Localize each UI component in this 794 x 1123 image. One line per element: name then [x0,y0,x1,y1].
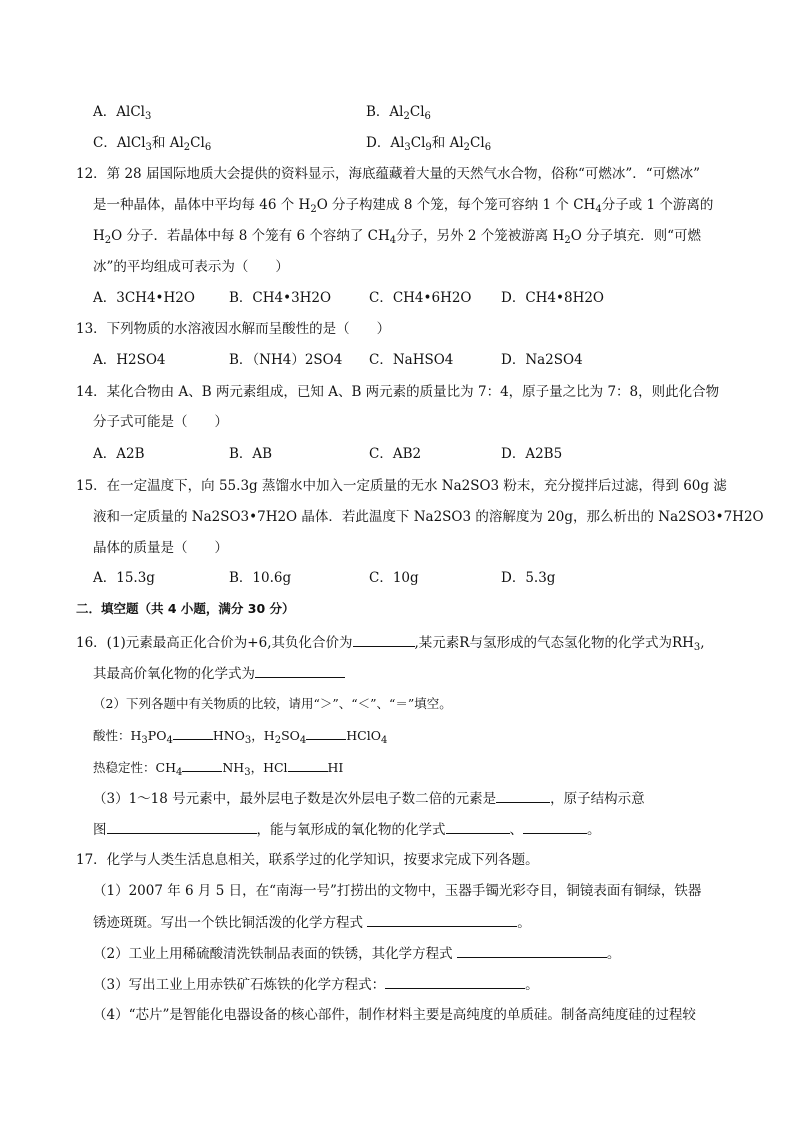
q12-option-a: A．3CH4•H2O [93,290,195,306]
q16-line3: （2）下列各题中有关物质的比较，请用“＞”、“＜”、“＝”填空。 [93,696,452,711]
answer-blank[interactable] [182,757,222,772]
q14-stem-line2: 分子式可能是（ ） [93,414,228,430]
q15-stem-line2: 液和一定质量的 Na2SO3•7H2O 晶体．若此温度下 Na2SO3 的溶解度为 20g，那么析出的 Na2SO3•7H2O [93,509,764,525]
q16-line1: 16．(1)元素最高正化合价为+6,其负化合价为 ,某元素R与氢形成的气态氢化物的化学式为$RH_3$, [76,632,705,653]
section-heading-fill-in: 二．填空题（共 4 小题，满分 30 分） [76,601,295,616]
q12-stem-line1: 12．第 28 届国际地质大会提供的资料显示，海底蕴藏着大量的天然气水合物，俗称“可燃冰”．“可燃冰” [76,166,701,182]
q17-line3: 锈迹斑斑。写出一个铁比铜活泼的化学方程式 。 [93,912,531,933]
q11-option-c: C．AlCl$_3$和 $Al_2Cl_6$ [93,135,212,153]
answer-blank[interactable] [306,725,346,740]
q11-option-b: B．$Al_2Cl_6$ [366,104,431,122]
q15-option-b: B．10.6g [229,570,292,586]
q12-stem-line4: 冰”的平均组成可表示为（ ） [93,259,289,275]
q12-option-b: B．CH4•3H2O [229,290,332,306]
q15-option-a: A．15.3g [93,570,155,586]
answer-blank[interactable] [107,819,257,834]
q13-stem: 13．下列物质的水溶液因水解而呈酸性的是（ ） [76,321,391,337]
q15-option-d: D．5.3g [501,570,556,586]
q12-stem-line2: 是一种晶体，晶体中平均每 46 个 $H_2O$ 分子构建成 8 个笼，每个笼可容纳 1 个 $CH_4$分子或 1 个游离的 [93,197,714,215]
q13-option-d: D．Na2SO4 [501,352,583,368]
q16-line2: 其最高价氧化物的化学式为 [93,663,345,684]
answer-blank[interactable] [446,819,510,834]
q16-line6: （3）1～18 号元素中，最外层电子数是次外层电子数二倍的元素是 ，原子结构示意 [93,788,645,809]
answer-blank[interactable] [496,788,550,803]
q13-option-a: A．H2SO4 [93,352,166,368]
q12-option-c: C．CH4•6H2O [369,290,472,306]
answer-blank[interactable] [367,912,517,927]
q17-line1: 17．化学与人类生活息息相关，联系学过的化学知识，按要求完成下列各题。 [76,852,539,868]
q12-stem-line3: $H_2O$ 分子．若晶体中每 8 个笼有 6 个容纳了 $CH_4$分子，另外 2 个笼被游离 $H_2O$ 分子填充．则“可燃 [93,228,702,246]
q15-stem-line3: 晶体的质量是（ ） [93,540,228,556]
q11-option-d: D．$Al_3Cl_9$和 $Al_2Cl_6$ [366,135,492,153]
answer-blank[interactable] [288,757,328,772]
q14-option-a: A．A2B [93,446,145,462]
answer-blank[interactable] [523,819,587,834]
q16-acid-compare: 酸性：$H_3PO_4$ $HNO_3$，$H_2SO_4$ HClO$_4$ [93,725,387,746]
q15-option-c: C．10g [369,570,419,586]
q11-option-a: A．AlCl$_3$ [93,104,152,122]
q17-line2: （1）2007 年 6 月 5 日，在“南海一号”打捞出的文物中，玉器手镯光彩夺目，铜镜表面有铜绿，铁器 [93,883,702,899]
q12-option-d: D．CH4•8H2O [501,290,604,306]
q16-stability-compare: 热稳定性：$CH_4$ $NH_3$，HCl HI [93,757,343,778]
q13-option-b: B．（NH4）2SO4 [229,352,343,368]
q14-option-b: B．AB [229,446,273,462]
answer-blank[interactable] [255,663,345,678]
q17-line6: （4）“芯片”是智能化电器设备的核心部件，制作材料主要是高纯度的单质硅。制备高纯度硅的过程较 [93,1007,696,1023]
q17-line5: （3）写出工业上用赤铁矿石炼铁的化学方程式： 。 [93,974,539,995]
q17-line4: （2）工业上用稀硫酸清洗铁制品表面的铁锈，其化学方程式 。 [93,943,620,964]
answer-blank[interactable] [457,943,607,958]
answer-blank[interactable] [173,725,213,740]
q16-line7: 图 ，能与氧形成的氧化物的化学式 、 。 [93,819,601,840]
q15-stem-line1: 15．在一定温度下，向 55.3g 蒸馏水中加入一定质量的无水 Na2SO3 粉末，充分搅拌后过滤，得到 60g 滤 [76,478,727,494]
q14-option-d: D．A2B5 [501,446,563,462]
q13-option-c: C．NaHSO4 [369,352,454,368]
q14-stem-line1: 14．某化合物由 A、B 两元素组成，已知 A、B 两元素的质量比为 7：4，原子量之比为 7：8，则此化合物 [76,384,720,400]
answer-blank[interactable] [353,632,415,647]
q14-option-c: C．AB2 [369,446,422,462]
answer-blank[interactable] [385,974,525,989]
